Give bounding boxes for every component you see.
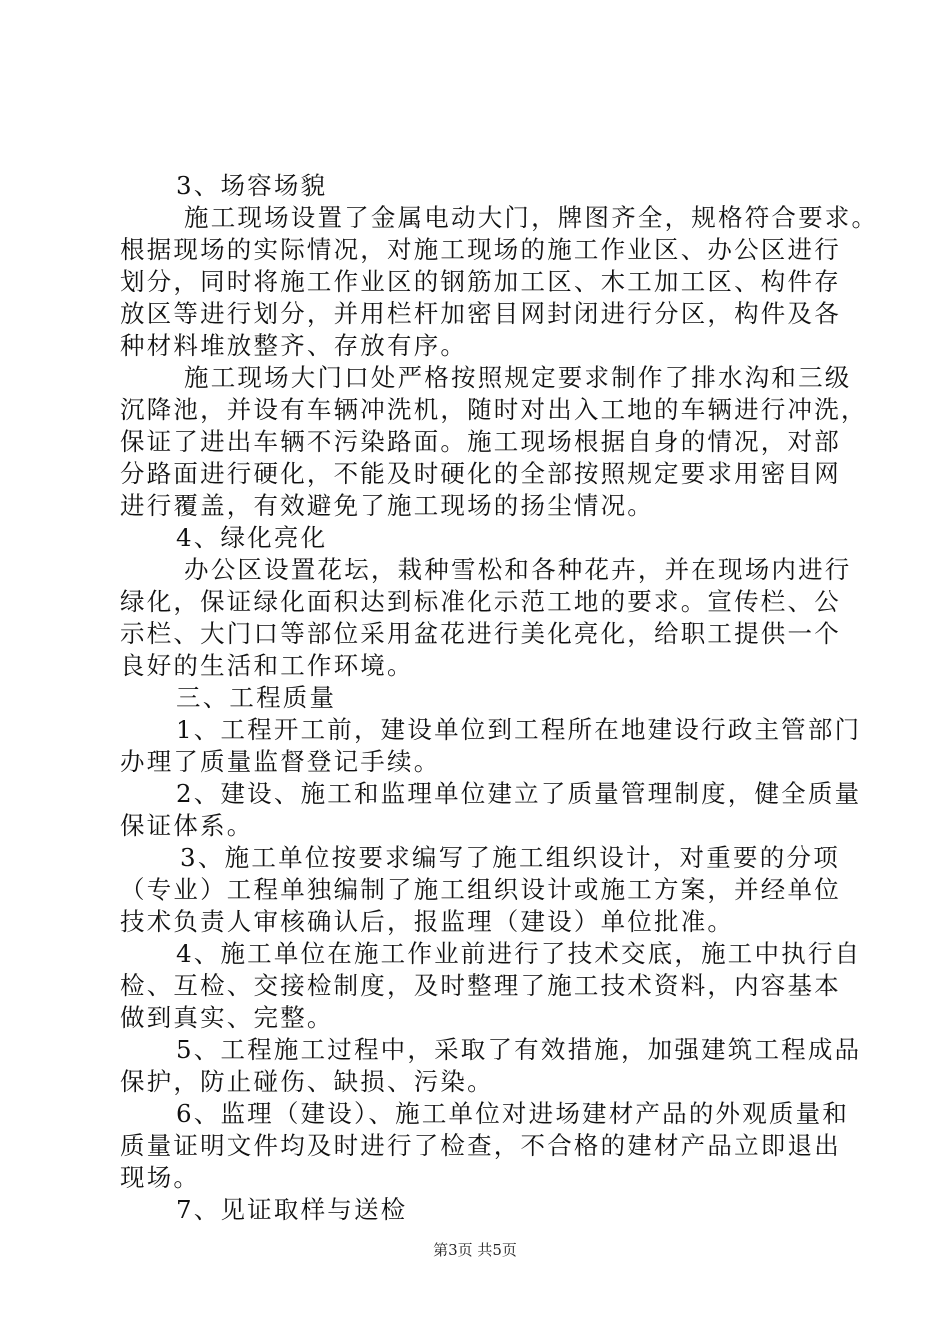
paragraph-line: 示栏、大门口等部位采用盆花进行美化亮化，给职工提供一个	[120, 619, 841, 648]
paragraph-line: 技术负责人审核确认后，报监理（建设）单位批准。	[120, 907, 735, 936]
paragraph-line: 2、建设、施工和监理单位建立了质量管理制度，健全质量	[176, 779, 862, 808]
page-number-footer: 第3页 共5页	[433, 1241, 517, 1259]
paragraph-line: 沉降池，并设有车辆冲洗机，随时对出入工地的车辆进行冲洗，	[120, 395, 868, 424]
paragraph-line: 保护，防止碰伤、缺损、污染。	[120, 1067, 494, 1096]
paragraph-line: 5、工程施工过程中，采取了有效措施，加强建筑工程成品	[176, 1035, 862, 1064]
paragraph-line: 放区等进行划分，并用栏杆加密目网封闭进行分区，构件及各	[120, 299, 841, 328]
paragraph-line: 6、监理（建设）、施工单位对进场建材产品的外观质量和	[176, 1099, 850, 1128]
paragraph-line: 划分，同时将施工作业区的钢筋加工区、木工加工区、构件存	[120, 267, 841, 296]
paragraph-line: 绿化，保证绿化面积达到标准化示范工地的要求。宣传栏、公	[120, 587, 841, 616]
paragraph-line: 根据现场的实际情况，对施工现场的施工作业区、办公区进行	[120, 235, 841, 264]
section-heading-quality: 三、工程质量	[176, 683, 337, 712]
paragraph-line: 检、互检、交接检制度，及时整理了施工技术资料，内容基本	[120, 971, 841, 1000]
paragraph-line: 办理了质量监督登记手续。	[120, 747, 441, 776]
paragraph-line: 3、施工单位按要求编写了施工组织设计，对重要的分项	[180, 843, 840, 872]
paragraph-line: 施工现场大门口处严格按照规定要求制作了排水沟和三级	[184, 363, 852, 392]
paragraph-line: 施工现场设置了金属电动大门，牌图齐全，规格符合要求。	[184, 203, 879, 232]
paragraph-line: 分路面进行硬化，不能及时硬化的全部按照规定要求用密目网	[120, 459, 841, 488]
paragraph-line: 种材料堆放整齐、存放有序。	[120, 331, 468, 360]
paragraph-line: 进行覆盖，有效避免了施工现场的扬尘情况。	[120, 491, 654, 520]
section-heading-site-appearance: 3、场容场貌	[176, 171, 328, 200]
paragraph-line: 保证了进出车辆不污染路面。施工现场根据自身的情况，对部	[120, 427, 841, 456]
paragraph-line: 良好的生活和工作环境。	[120, 651, 414, 680]
paragraph-line: 办公区设置花坛，栽种雪松和各种花卉，并在现场内进行	[184, 555, 852, 584]
paragraph-line: 做到真实、完整。	[120, 1003, 334, 1032]
paragraph-line: 4、施工单位在施工作业前进行了技术交底，施工中执行自	[176, 939, 862, 968]
paragraph-line: 1、工程开工前，建设单位到工程所在地建设行政主管部门	[176, 715, 862, 744]
paragraph-line: （专业）工程单独编制了施工组织设计或施工方案，并经单位	[120, 875, 841, 904]
paragraph-line: 质量证明文件均及时进行了检查，不合格的建材产品立即退出	[120, 1131, 841, 1160]
paragraph-line: 保证体系。	[120, 811, 254, 840]
section-heading-greening: 4、绿化亮化	[176, 523, 328, 552]
section-heading-sampling: 7、见证取样与送检	[176, 1195, 408, 1224]
paragraph-line: 现场。	[120, 1163, 201, 1192]
